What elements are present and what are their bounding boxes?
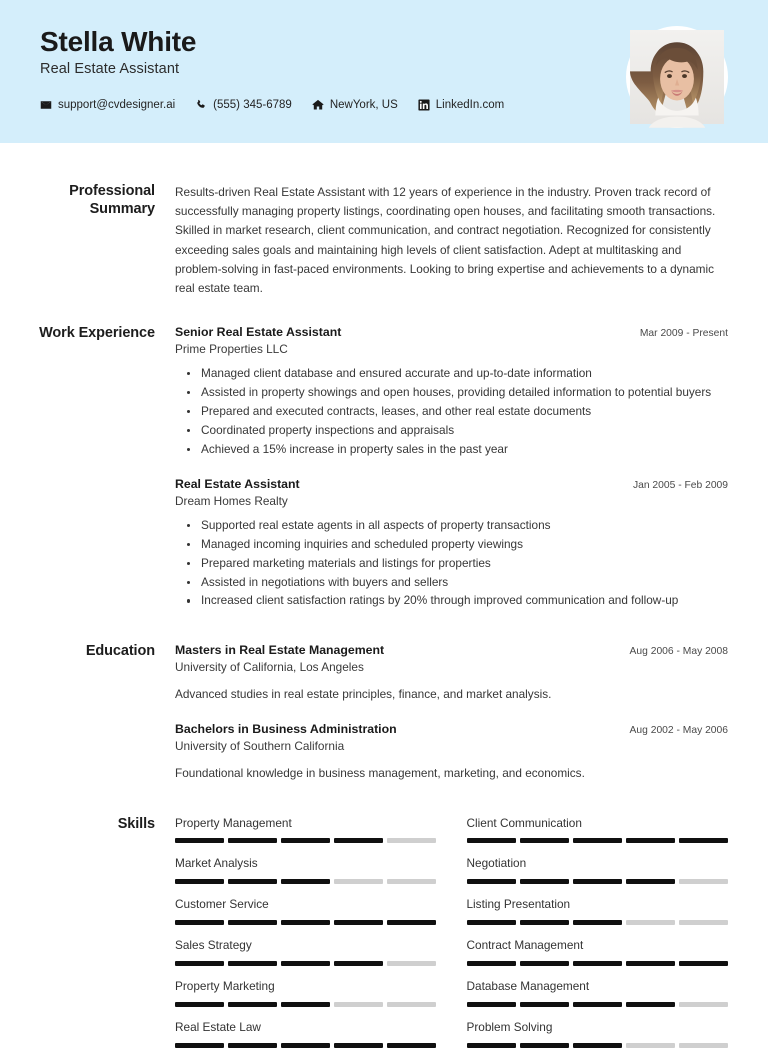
skill-level-segment bbox=[334, 838, 383, 843]
skill-level-segment bbox=[520, 1043, 569, 1048]
work-entry-company: Prime Properties LLC bbox=[175, 342, 288, 357]
skill-name: Property Marketing bbox=[175, 979, 275, 994]
education-entry-title: Masters in Real Estate Management bbox=[175, 643, 385, 658]
skill-level-segment bbox=[679, 838, 728, 843]
skill-level-bar bbox=[175, 838, 437, 843]
list-item: Assisted in property showings and open houses, providing detailed information to potential buyers bbox=[201, 384, 728, 402]
header-identity-block bbox=[40, 22, 504, 111]
work-entry-date: Jan 2005 - Feb 2009 bbox=[632, 479, 728, 491]
education-entry-description: Advanced studies in real estate principles, finance, and market analysis. bbox=[175, 687, 552, 702]
skill-level-segment bbox=[387, 961, 436, 966]
contact-location-text: NewYork, US bbox=[329, 99, 398, 112]
skill-level-segment bbox=[387, 920, 436, 925]
skill-level-segment bbox=[467, 961, 516, 966]
skill-level-segment bbox=[334, 920, 383, 925]
resume-header bbox=[0, 0, 768, 143]
work-entry bbox=[175, 477, 728, 611]
skill-item bbox=[467, 938, 729, 979]
skill-level-segment bbox=[626, 1002, 675, 1007]
skill-level-segment bbox=[281, 1043, 330, 1048]
skill-level-segment bbox=[281, 1002, 330, 1007]
skill-level-segment bbox=[520, 961, 569, 966]
skill-level-bar bbox=[467, 920, 729, 925]
skill-level-segment bbox=[228, 920, 277, 925]
contact-email[interactable] bbox=[40, 99, 175, 111]
section-label-education: Education bbox=[85, 643, 155, 660]
home-icon bbox=[312, 99, 324, 111]
skill-level-bar bbox=[175, 961, 437, 966]
section-label-work: Work Experience bbox=[39, 325, 155, 342]
skill-level-segment bbox=[626, 920, 675, 925]
education-entry-list bbox=[175, 643, 728, 782]
skill-level-segment bbox=[175, 961, 224, 966]
skill-item bbox=[175, 938, 437, 979]
skill-level-segment bbox=[228, 879, 277, 884]
skill-level-segment bbox=[573, 920, 622, 925]
skill-level-segment bbox=[626, 879, 675, 884]
skill-level-segment bbox=[679, 961, 728, 966]
list-item: Achieved a 15% increase in property sales in the past year bbox=[201, 441, 728, 459]
skill-level-bar bbox=[467, 838, 729, 843]
skill-level-segment bbox=[679, 920, 728, 925]
skill-item bbox=[175, 856, 437, 897]
summary-text: Results-driven Real Estate Assistant with 12 years of experience in the industry. Proven track record of successfully managing property listings, coordinating open houses, and facilitating smooth transactions. Skilled in market research, client communication, and contract negotiation. Recognized for consistently exceeding sales goals and maintaining high levels of client satisfaction. Adept at multitasking and problem-solving in fast-paced environments. Looking to bring expertise and achievements to a dynamic real estate team. bbox=[175, 185, 716, 296]
section-skills bbox=[20, 816, 728, 1061]
skill-level-segment bbox=[175, 838, 224, 843]
work-entry-company: Dream Homes Realty bbox=[175, 493, 288, 508]
skill-level-segment bbox=[573, 961, 622, 966]
list-item: Supported real estate agents in all aspects of property transactions bbox=[201, 517, 728, 535]
skill-name: Sales Strategy bbox=[175, 938, 252, 953]
phone-icon bbox=[195, 99, 207, 111]
skill-level-segment bbox=[387, 1002, 436, 1007]
education-entry bbox=[175, 643, 728, 704]
skill-name: Contract Management bbox=[466, 938, 584, 953]
work-entry bbox=[175, 325, 728, 459]
contact-email-text: support@cvdesigner.ai bbox=[58, 99, 176, 112]
skill-name: Customer Service bbox=[175, 897, 269, 912]
contact-linkedin[interactable] bbox=[418, 99, 504, 111]
skill-level-segment bbox=[573, 838, 622, 843]
skill-level-segment bbox=[387, 879, 436, 884]
contact-phone[interactable] bbox=[195, 99, 292, 111]
skill-name: Problem Solving bbox=[466, 1020, 553, 1035]
job-title: Real Estate Assistant bbox=[40, 61, 180, 78]
contact-row bbox=[40, 99, 504, 111]
skill-level-segment bbox=[573, 1002, 622, 1007]
skill-level-bar bbox=[175, 920, 437, 925]
list-item: Coordinated property inspections and appraisals bbox=[201, 422, 728, 440]
skill-level-segment bbox=[679, 879, 728, 884]
skill-level-bar bbox=[467, 879, 729, 884]
skill-level-segment bbox=[387, 838, 436, 843]
skill-name: Negotiation bbox=[466, 856, 527, 871]
skill-level-segment bbox=[175, 879, 224, 884]
envelope-icon bbox=[40, 99, 52, 111]
contact-phone-text: (555) 345-6789 bbox=[213, 99, 292, 112]
skill-level-bar bbox=[467, 1043, 729, 1048]
skill-level-segment bbox=[334, 879, 383, 884]
skill-level-segment bbox=[175, 1043, 224, 1048]
work-entry-bullets bbox=[175, 365, 728, 459]
skill-level-segment bbox=[573, 1043, 622, 1048]
contact-linkedin-text: LinkedIn.com bbox=[435, 99, 505, 112]
skill-name: Real Estate Law bbox=[175, 1020, 261, 1035]
work-entry-date: Mar 2009 - Present bbox=[639, 328, 728, 340]
skill-name: Database Management bbox=[466, 979, 590, 994]
list-item: Assisted in negotiations with buyers and sellers bbox=[201, 574, 728, 592]
skill-name: Market Analysis bbox=[175, 856, 258, 871]
resume-body bbox=[0, 183, 768, 1061]
skill-level-segment bbox=[228, 961, 277, 966]
skill-item bbox=[467, 1020, 729, 1061]
skill-level-segment bbox=[228, 1043, 277, 1048]
education-entry-title: Bachelors in Business Administration bbox=[175, 721, 397, 736]
section-label-skills: Skills bbox=[117, 815, 155, 832]
skill-level-segment bbox=[626, 838, 675, 843]
work-entry-head bbox=[175, 477, 728, 493]
skill-item bbox=[175, 979, 437, 1020]
linkedin-icon bbox=[418, 99, 430, 111]
skill-level-bar bbox=[175, 1002, 437, 1007]
skill-level-segment bbox=[467, 879, 516, 884]
skill-level-bar bbox=[467, 1002, 729, 1007]
skill-level-segment bbox=[679, 1043, 728, 1048]
skill-level-segment bbox=[175, 1002, 224, 1007]
skill-level-segment bbox=[626, 1043, 675, 1048]
skill-level-segment bbox=[467, 1043, 516, 1048]
skill-item bbox=[467, 816, 729, 857]
work-entry-head bbox=[175, 325, 728, 341]
skill-level-segment bbox=[334, 1043, 383, 1048]
section-label-summary: Professional Summary bbox=[69, 183, 155, 217]
skill-level-segment bbox=[281, 961, 330, 966]
skill-level-segment bbox=[626, 961, 675, 966]
section-education bbox=[20, 643, 728, 782]
skill-level-segment bbox=[573, 879, 622, 884]
skill-item bbox=[467, 856, 729, 897]
skill-item bbox=[175, 897, 437, 938]
skill-level-bar bbox=[175, 879, 437, 884]
work-entry-bullets bbox=[175, 517, 728, 611]
education-entry-school: University of California, Los Angeles bbox=[175, 660, 364, 675]
list-item: Managed client database and ensured accurate and up-to-date information bbox=[201, 365, 728, 383]
work-entry-title: Real Estate Assistant bbox=[175, 476, 300, 491]
skill-level-segment bbox=[467, 1002, 516, 1007]
skill-level-segment bbox=[520, 1002, 569, 1007]
skill-level-segment bbox=[520, 920, 569, 925]
education-entry-description: Foundational knowledge in business management, marketing, and economics. bbox=[175, 765, 585, 780]
list-item: Managed incoming inquiries and scheduled property viewings bbox=[201, 536, 728, 554]
skill-level-bar bbox=[175, 1043, 437, 1048]
education-entry-head bbox=[175, 722, 728, 738]
list-item: Prepared and executed contracts, leases, and other real estate documents bbox=[201, 403, 728, 421]
avatar bbox=[626, 26, 728, 128]
skill-item bbox=[467, 897, 729, 938]
skill-level-segment bbox=[520, 879, 569, 884]
skill-level-segment bbox=[281, 879, 330, 884]
education-entry-date: Aug 2006 - May 2008 bbox=[629, 646, 728, 658]
work-entry-list bbox=[175, 325, 728, 611]
page-title: Stella White bbox=[40, 26, 197, 57]
skill-level-segment bbox=[228, 1002, 277, 1007]
skill-level-segment bbox=[520, 838, 569, 843]
skill-level-segment bbox=[334, 1002, 383, 1007]
skills-grid bbox=[175, 816, 728, 1061]
education-entry-school: University of Southern California bbox=[175, 738, 345, 753]
skill-level-segment bbox=[467, 920, 516, 925]
skill-level-segment bbox=[281, 838, 330, 843]
skill-level-segment bbox=[228, 838, 277, 843]
skill-name: Listing Presentation bbox=[466, 897, 571, 912]
list-item: Prepared marketing materials and listings for properties bbox=[201, 555, 728, 573]
skill-level-segment bbox=[679, 1002, 728, 1007]
skill-item bbox=[175, 1020, 437, 1061]
list-item: Increased client satisfaction ratings by 20% through improved communication and follow-up bbox=[201, 592, 728, 610]
skill-name: Client Communication bbox=[466, 815, 582, 830]
education-entry bbox=[175, 722, 728, 783]
profile-photo bbox=[630, 30, 724, 124]
skill-level-segment bbox=[175, 920, 224, 925]
section-professional-summary bbox=[20, 183, 728, 298]
skill-level-segment bbox=[334, 961, 383, 966]
work-entry-title: Senior Real Estate Assistant bbox=[175, 325, 342, 340]
profile-photo-graphic bbox=[630, 30, 724, 124]
contact-location[interactable] bbox=[312, 99, 398, 111]
education-entry-date: Aug 2002 - May 2006 bbox=[629, 724, 728, 736]
skill-item bbox=[175, 816, 437, 857]
education-entry-head bbox=[175, 643, 728, 659]
skill-level-segment bbox=[281, 920, 330, 925]
skill-level-segment bbox=[467, 838, 516, 843]
skill-name: Property Management bbox=[175, 815, 292, 830]
skill-level-segment bbox=[387, 1043, 436, 1048]
skill-level-bar bbox=[467, 961, 729, 966]
section-work-experience bbox=[20, 325, 728, 611]
skill-item bbox=[467, 979, 729, 1020]
